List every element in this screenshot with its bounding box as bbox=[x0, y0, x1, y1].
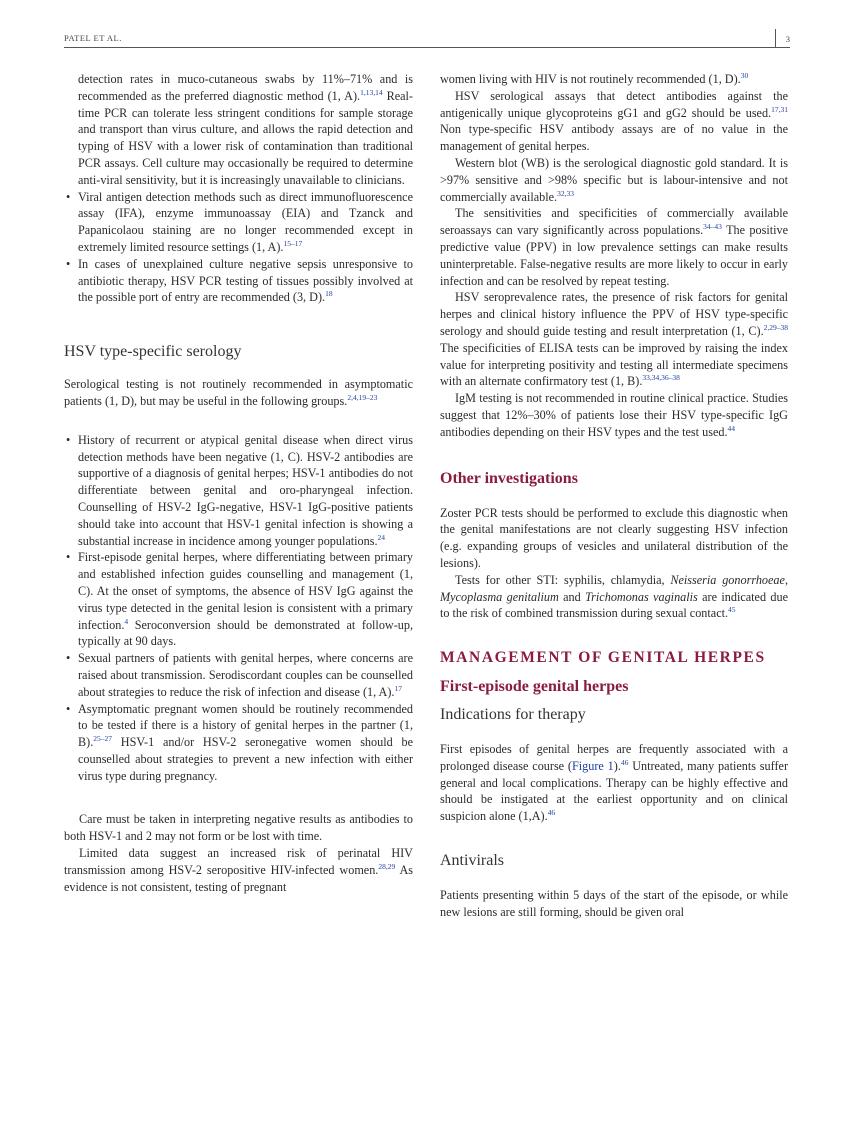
section-heading-serology: HSV type-specific serology bbox=[64, 343, 242, 361]
list-item: • History of recurrent or atypical genital disease when direct virus detection methods have been negative (1, C). HSV-2 antibodies are supportive of a diagnosis of genital herpes; HSV-1 antibodies do not differentiate between genital and oro-pharyngeal infection. Counselling of HSV-2 IgG-negative, HSV-1 IgG-positive patients should take into account that HSV-1 genital infection is showing a substantial increase in incidence among younger populations.$^{24}$ bbox=[78, 432, 413, 550]
list-item: • Asymptomatic pregnant women should be routinely recommended to be tested if there is a history of genital herpes in the partner (1, B).$^{25-27}$ HSV-1 and/or HSV-2 seronegative women should be counselled about strategies to prevent a new infection with either virus type during pregnancy. bbox=[78, 701, 413, 785]
bullet-list-continued bbox=[64, 71, 413, 189]
section-heading-other-investigations: Other investigations bbox=[440, 469, 578, 487]
subsection-heading-first-episode: First-episode genital herpes bbox=[440, 677, 629, 695]
running-header bbox=[64, 29, 790, 48]
paragraph: HSV seroprevalence rates, the presence of risk factors for genital herpes and clinical history influence the PPV of HSV type-specific serology and should guide testing and result interpretation (1, C).$^{2,29-38}$ The specificities of ELISA tests can be improved by raising the index value for interpreting positivity and testing all intermediate specimens with an alternate confirmatory test (1, B).$^{33,34,36-38}$ bbox=[440, 290, 788, 389]
list-item: • First-episode genital herpes, where differentiating between primary and established infection guides counselling and management (1, C). At the onset of symptoms, the absence of HSV IgG against the virus type detected in the genital lesion is consistent with a primary infection.$^4$ Seroconversion should be demonstrated at follow-up, typically at 90 days. bbox=[78, 549, 413, 650]
paragraph: Care must be taken in interpreting negative results as antibodies to both HSV-1 and 2 may not form or be lost with time. bbox=[64, 812, 413, 844]
list-item: • Viral antigen detection methods such as direct immunofluorescence assay (IFA), enzyme immunoassay (EIA) and Tzanck and Papanicolaou staining are no longer recommended except in extremely limited resource settings (1, A).$^{15-17}$ bbox=[78, 189, 413, 256]
subsection-heading-antivirals: Antivirals bbox=[440, 851, 504, 869]
paragraph: First episodes of genital herpes are frequently associated with a prolonged disease course (Figure 1).$^{46}$ Untreated, many patients suffer general and local complications. Therapy can be highly effective and should be instigated at the earliest opportunity and on clinical suspicion alone (1,A).$^{46}$ bbox=[440, 741, 789, 824]
list-item: detection rates in muco-cutaneous swabs by 11%–71% and is recommended as the preferred diagnostic method (1, A).$^{1,13,14}$ Real-time PCR can tolerate less stringent conditions for sample storage and transport than virus culture, and allows the rapid detection and typing of HSV with a lower risk of contamination than traditional PCR assays. Cell culture may occasionally be required to determine anti-viral sensitivity, but it is increasingly unavailable to clinicians. bbox=[78, 72, 413, 187]
paragraph: HSV serological assays that detect antibodies against the antigenically unique glycoproteins gG1 and gG2 should be used.$^{17,31}$ Non type-specific HSV antibody assays are of no value in the management of genital herpes. bbox=[440, 88, 788, 154]
paragraph: Patients presenting within 5 days of the start of the episode, or while new lesions are still forming, should be given oral bbox=[440, 887, 788, 919]
paragraph: Limited data suggest an increased risk of perinatal HIV transmission among HSV-2 seropositive HIV-infected women.$^{28,29}$ As evidence is not consistent, testing of pregnant bbox=[64, 846, 414, 894]
bullet-list bbox=[64, 432, 413, 785]
subsection-heading-indications: Indications for therapy bbox=[440, 705, 586, 723]
paragraph: Serological testing is not routinely recommended in asymptomatic patients (1, D), but may be useful in the following groups.$^{2,4,19-23}$ bbox=[64, 377, 413, 408]
paragraph: Western blot (WB) is the serological diagnostic gold standard. It is >97% sensitive and >98% specific but is labour-intensive and not commercially available.$^{32,33}$ bbox=[440, 155, 788, 204]
list-item: • Sexual partners of patients with genital herpes, where concerns are raised about transmission. Serodiscordant couples can be counselled about strategies to reduce the risk of infection and disease (1, A).$^{17}$ bbox=[78, 650, 413, 700]
bullet-list bbox=[64, 189, 413, 307]
section-heading-management: MANAGEMENT OF GENITAL HERPES bbox=[440, 649, 766, 667]
paragraph: IgM testing is not recommended in routine clinical practice. Studies suggest that 12%–30% of patients lose their HSV type-specific IgG antibodies depending on their HSV types and the test used.$^{44}$ bbox=[440, 391, 788, 439]
page-number: 3 bbox=[775, 29, 790, 47]
left-column bbox=[64, 71, 413, 895]
running-author: PATEL ET AL. bbox=[64, 33, 122, 43]
paragraph: Tests for other STI: syphilis, chlamydia, Neisseria gonorrhoeae, Mycoplasma genitalium and Trichomonas vaginalis are indicated due to the risk of combined transmission during sexual contact.$^{45}$ bbox=[440, 572, 788, 621]
right-column bbox=[440, 71, 788, 920]
figure-1-link[interactable]: Figure 1 bbox=[572, 758, 614, 773]
paragraph: The sensitivities and specificities of commercially available seroassays can vary significantly across populations.$^{34-43}$ The positive predictive value (PPV) in low prevalence settings can make results uninterpretable. False-negative results are more likely to occur in early infection and can be resolved by repeat testing. bbox=[440, 206, 788, 288]
paragraph: Zoster PCR tests should be performed to exclude this diagnostic when the genital manifestations are not clearly suggesting HSV infection (e.g. expanding groups of vesicles and unilateral distribution of the lesions). bbox=[440, 505, 788, 570]
paragraph: women living with HIV is not routinely recommended (1, D).$^{30}$ bbox=[440, 71, 749, 86]
list-item: • In cases of unexplained culture negative sepsis unresponsive to antibiotic therapy, HSV PCR testing of tissues possibly involved at the possible port of entry are recommended (3, D).$^{18}$ bbox=[78, 256, 413, 306]
